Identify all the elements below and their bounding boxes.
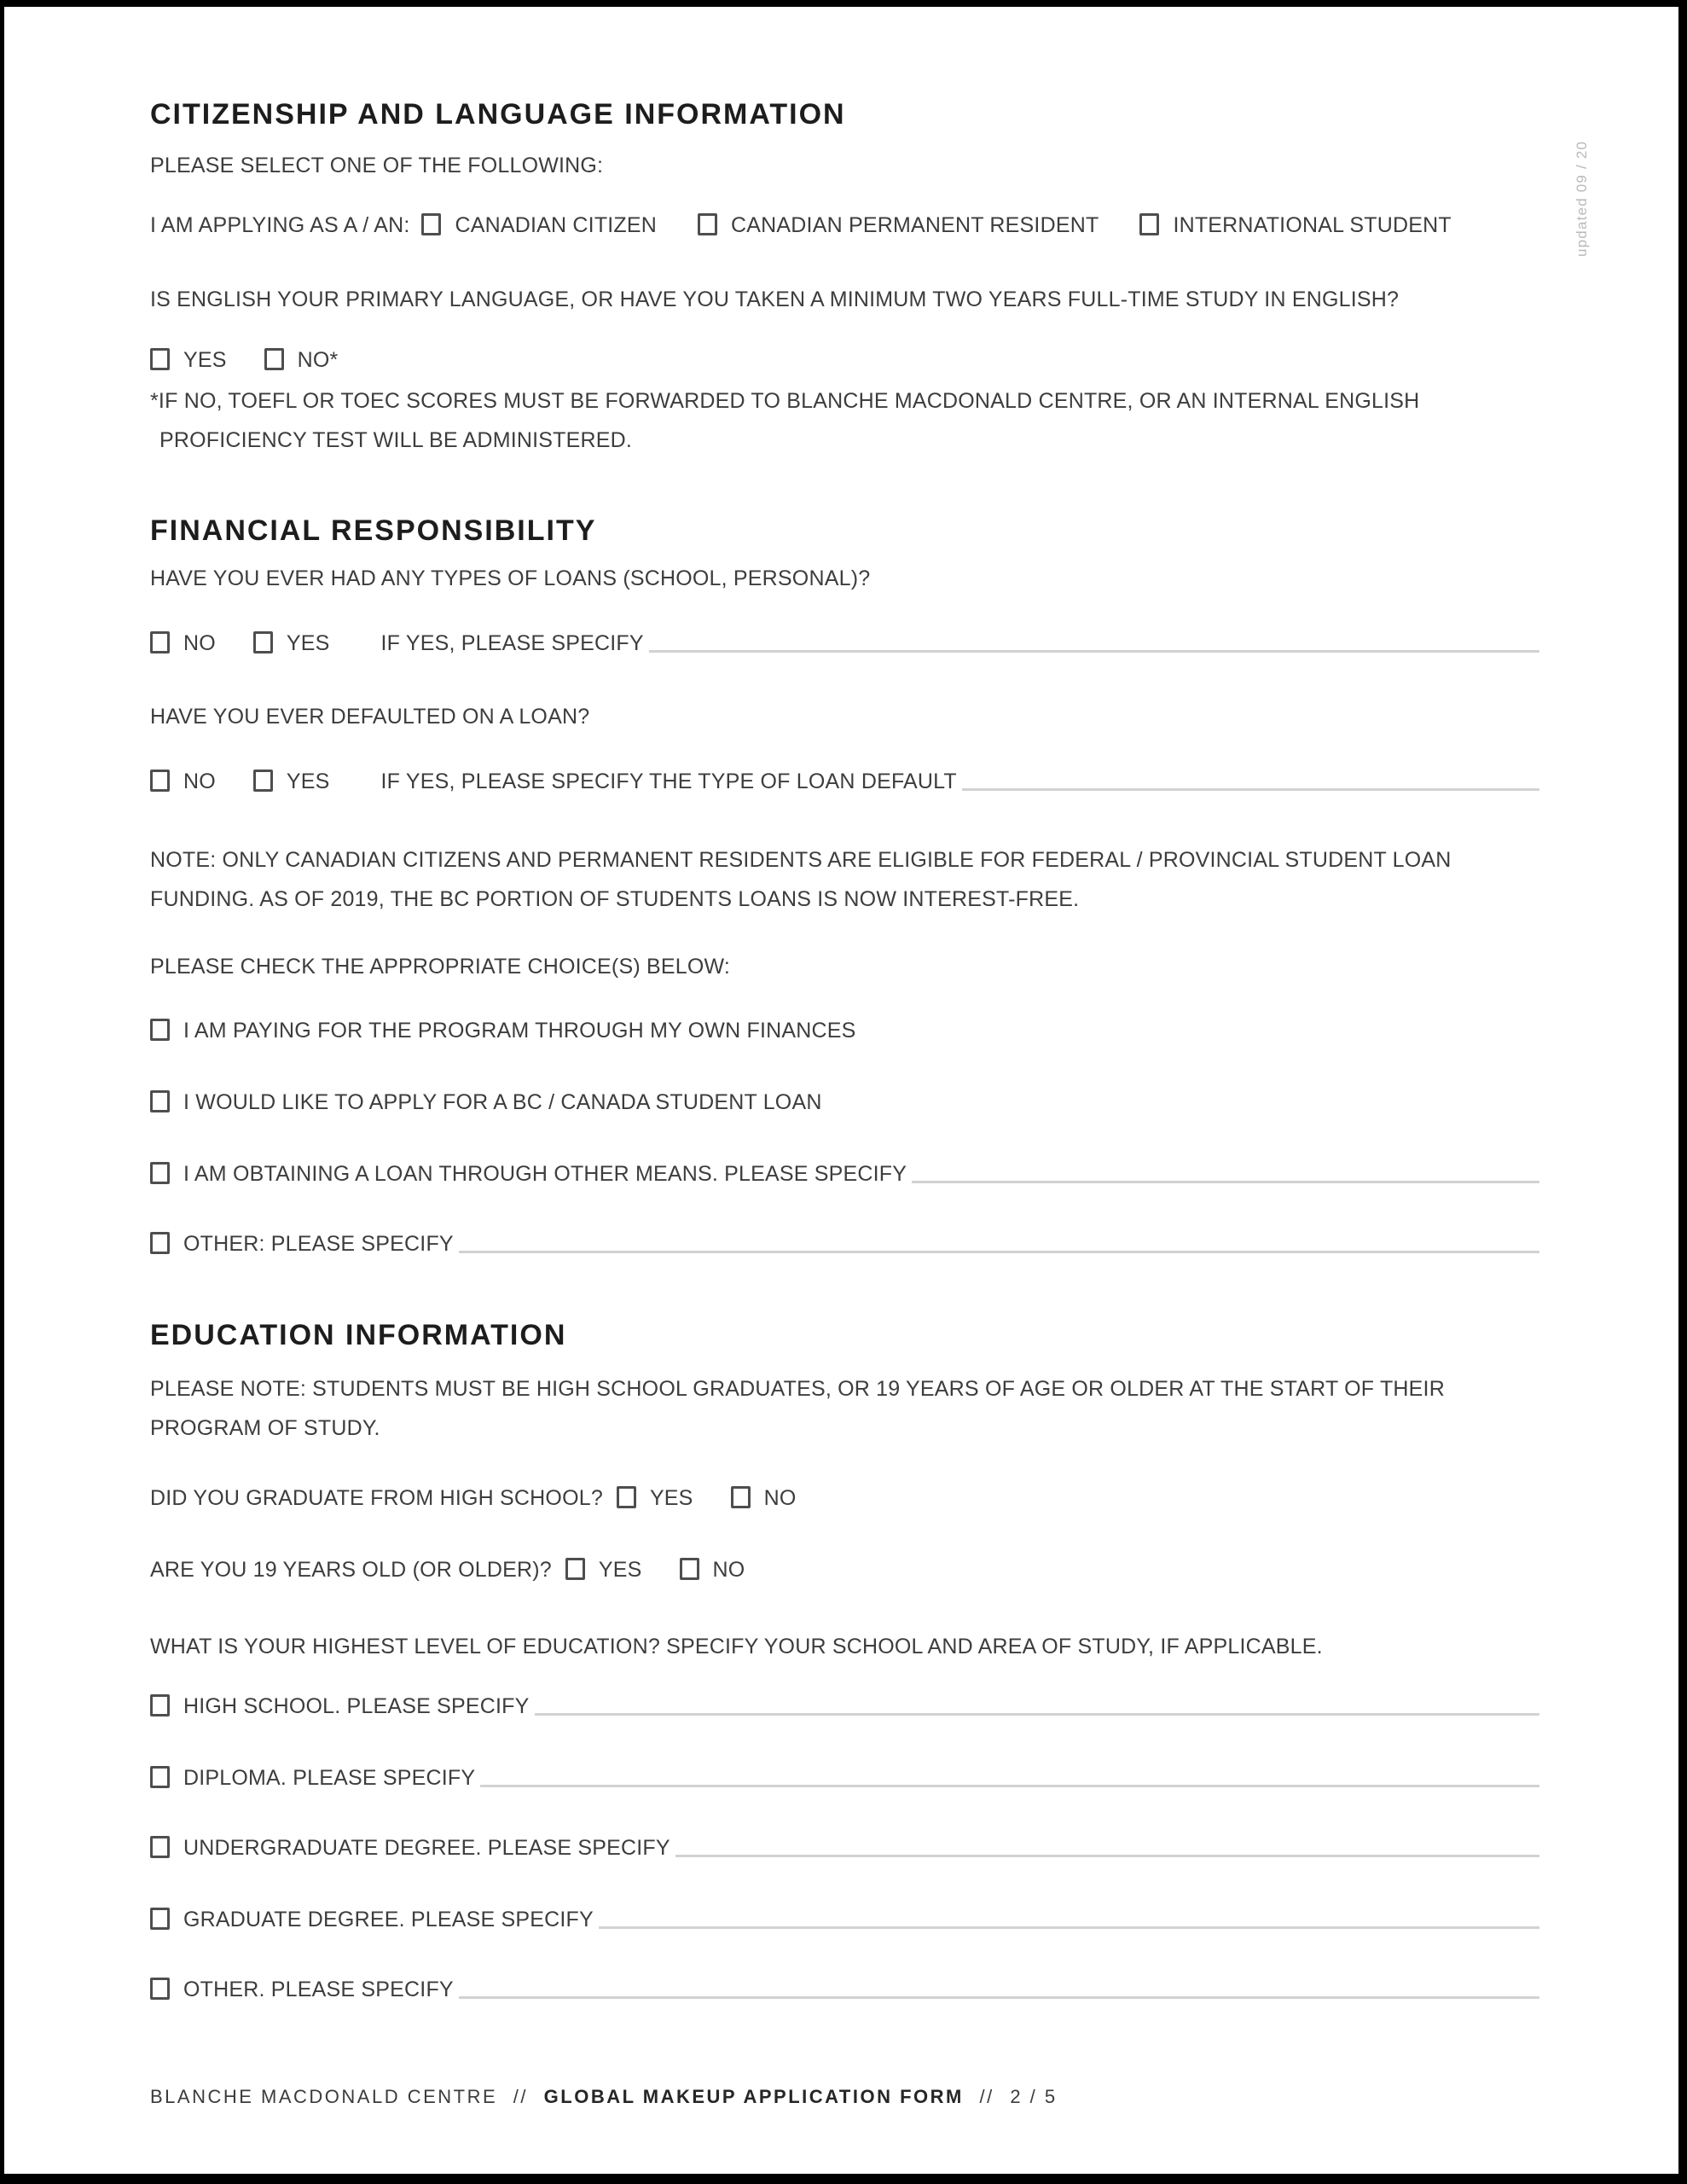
select-one-prompt (150, 152, 1539, 179)
highschool-yes-label: YES (649, 1486, 693, 1510)
checkbox-highschool-no[interactable] (731, 1486, 751, 1508)
loans-no-label: NO (183, 631, 216, 655)
checkbox-highschool-yes[interactable] (617, 1486, 636, 1508)
checkbox-canadian-permanent-resident[interactable] (698, 213, 717, 235)
choice-other-loan-row (150, 1160, 1539, 1188)
choice-other-row (150, 1230, 1539, 1258)
checkbox-age-no[interactable] (680, 1558, 699, 1580)
other-funding-specify-line[interactable] (459, 1251, 1539, 1253)
level-undergraduate-label: UNDERGRADUATE DEGREE. PLEASE SPECIFY (183, 1836, 670, 1860)
checkbox-loans-yes[interactable] (253, 631, 273, 653)
level-other-row (150, 1976, 1539, 2003)
level-graduate-specify-line[interactable] (599, 1926, 1539, 1929)
education-note-line2 (150, 1414, 1539, 1442)
footer-org: BLANCHE MACDONALD CENTRE (150, 2086, 498, 2107)
level-diploma-row (150, 1764, 1539, 1792)
loans-specify-line[interactable] (649, 650, 1539, 653)
checkbox-level-diploma[interactable] (150, 1766, 170, 1788)
checkbox-english-no[interactable] (264, 348, 284, 370)
checkbox-other-funding[interactable] (150, 1232, 170, 1254)
loans-answer-row (150, 630, 1539, 657)
level-undergraduate-specify-line[interactable] (675, 1855, 1539, 1857)
age-no-label: NO (712, 1558, 745, 1582)
checkbox-other-loan[interactable] (150, 1162, 170, 1184)
section-title-financial: FINANCIAL RESPONSIBILITY (150, 514, 597, 547)
choice-own-finances-label: I AM PAYING FOR THE PROGRAM THROUGH MY OWN FINANCES (183, 1019, 856, 1043)
level-other-specify-line[interactable] (459, 1996, 1539, 1999)
english-footnote-line1 (150, 387, 1539, 415)
default-yes-label: YES (286, 770, 330, 793)
applying-as-row (150, 212, 1539, 239)
choice-other-loan-label: I AM OBTAINING A LOAN THROUGH OTHER MEANS. PLEASE SPECIFY (183, 1162, 907, 1186)
english-yes-no-row (150, 346, 1539, 374)
highschool-question-row (150, 1484, 1539, 1512)
default-no-label: NO (183, 770, 216, 793)
highschool-question-text: DID YOU GRADUATE FROM HIGH SCHOOL? (150, 1486, 603, 1510)
checkbox-own-finances[interactable] (150, 1019, 170, 1041)
checkbox-level-graduate[interactable] (150, 1908, 170, 1930)
education-note-line1 (150, 1375, 1539, 1403)
loans-question-row (150, 565, 1539, 592)
checkbox-default-yes[interactable] (253, 770, 273, 792)
default-specify-label: IF YES, PLEASE SPECIFY THE TYPE OF LOAN DEFAULT (380, 770, 957, 793)
checkbox-age-yes[interactable] (565, 1558, 585, 1580)
checkbox-level-other[interactable] (150, 1978, 170, 2000)
check-prompt-text: PLEASE CHECK THE APPROPRIATE CHOICE(S) BELOW: (150, 955, 730, 979)
choice-own-finances-row (150, 1017, 1539, 1044)
education-note-text2: PROGRAM OF STUDY. (150, 1416, 380, 1440)
highschool-no-label: NO (763, 1486, 797, 1510)
updated-note: updated 09 / 20 (1574, 140, 1590, 257)
footer-separator-1: // (513, 2086, 529, 2107)
choice-student-loan-label: I WOULD LIKE TO APPLY FOR A BC / CANADA STUDENT LOAN (183, 1090, 822, 1114)
english-footnote-line2 (159, 427, 1549, 454)
choice-student-loan-row (150, 1089, 1539, 1116)
checkbox-international-student[interactable] (1139, 213, 1159, 235)
checkbox-loans-no[interactable] (150, 631, 170, 653)
level-question-text: WHAT IS YOUR HIGHEST LEVEL OF EDUCATION? SPECIFY YOUR SCHOOL AND AREA OF STUDY, IF APPLICABLE. (150, 1635, 1323, 1658)
level-highschool-specify-line[interactable] (535, 1713, 1539, 1716)
other-loan-specify-line[interactable] (912, 1181, 1539, 1183)
english-footnote-text2: PROFICIENCY TEST WILL BE ADMINISTERED. (159, 428, 633, 452)
form-page (4, 7, 1678, 2174)
page-footer (150, 2085, 1066, 2109)
loans-yes-label: YES (286, 631, 330, 655)
funding-note-line2 (150, 886, 1539, 913)
checkbox-level-undergraduate[interactable] (150, 1836, 170, 1858)
default-question-row (150, 703, 1539, 730)
default-specify-line[interactable] (962, 788, 1539, 791)
option-canadian-citizen-label: CANADIAN CITIZEN (455, 213, 658, 237)
checkbox-default-no[interactable] (150, 770, 170, 792)
age-yes-label: YES (598, 1558, 642, 1582)
section-title-citizenship: CITIZENSHIP AND LANGUAGE INFORMATION (150, 98, 846, 131)
age-question-row (150, 1556, 1539, 1583)
level-diploma-label: DIPLOMA. PLEASE SPECIFY (183, 1766, 476, 1790)
loans-specify-label: IF YES, PLEASE SPECIFY (380, 631, 644, 655)
english-yes-label: YES (183, 348, 227, 372)
level-highschool-row (150, 1693, 1539, 1720)
level-diploma-specify-line[interactable] (480, 1785, 1539, 1787)
checkbox-level-highschool[interactable] (150, 1694, 170, 1716)
option-canadian-permanent-resident-label: CANADIAN PERMANENT RESIDENT (731, 213, 1099, 237)
english-question-row (150, 286, 1539, 313)
select-one-text: PLEASE SELECT ONE OF THE FOLLOWING: (150, 154, 604, 177)
funding-note-line1 (150, 846, 1539, 874)
english-footnote-text1: *IF NO, TOEFL OR TOEC SCORES MUST BE FORWARDED TO BLANCHE MACDONALD CENTRE, OR AN INTERNAL ENGLISH (150, 389, 1420, 413)
loans-question-text: HAVE YOU EVER HAD ANY TYPES OF LOANS (SCHOOL, PERSONAL)? (150, 566, 871, 590)
funding-note-text2: FUNDING. AS OF 2019, THE BC PORTION OF STUDENTS LOANS IS NOW INTEREST-FREE. (150, 887, 1080, 911)
level-graduate-row (150, 1906, 1539, 1933)
funding-note-text1: NOTE: ONLY CANADIAN CITIZENS AND PERMANENT RESIDENTS ARE ELIGIBLE FOR FEDERAL / PROVINCIAL STUDENT LOAN (150, 848, 1452, 872)
default-answer-row (150, 768, 1539, 795)
choice-other-label: OTHER: PLEASE SPECIFY (183, 1232, 454, 1256)
check-prompt-row (150, 953, 1539, 980)
english-question-text: IS ENGLISH YOUR PRIMARY LANGUAGE, OR HAVE YOU TAKEN A MINIMUM TWO YEARS FULL-TIME STUDY IN ENGLISH? (150, 288, 1400, 311)
level-other-label: OTHER. PLEASE SPECIFY (183, 1978, 454, 2001)
education-note-text1: PLEASE NOTE: STUDENTS MUST BE HIGH SCHOOL GRADUATES, OR 19 YEARS OF AGE OR OLDER AT THE START OF THEIR (150, 1377, 1445, 1401)
checkbox-canadian-citizen[interactable] (421, 213, 441, 235)
level-highschool-label: HIGH SCHOOL. PLEASE SPECIFY (183, 1694, 530, 1718)
default-question-text: HAVE YOU EVER DEFAULTED ON A LOAN? (150, 705, 590, 729)
level-graduate-label: GRADUATE DEGREE. PLEASE SPECIFY (183, 1908, 594, 1931)
footer-form-name: GLOBAL MAKEUP APPLICATION FORM (543, 2086, 964, 2107)
english-no-label: NO* (297, 348, 339, 372)
applying-label: I AM APPLYING AS A / AN: (150, 213, 410, 237)
footer-page-number: 2 / 5 (1010, 2086, 1058, 2107)
age-question-text: ARE YOU 19 YEARS OLD (OR OLDER)? (150, 1558, 552, 1582)
checkbox-student-loan[interactable] (150, 1090, 170, 1112)
checkbox-english-yes[interactable] (150, 348, 170, 370)
footer-separator-2: // (979, 2086, 994, 2107)
section-title-education: EDUCATION INFORMATION (150, 1319, 567, 1351)
level-undergraduate-row (150, 1834, 1539, 1862)
level-question-row (150, 1633, 1539, 1660)
option-international-student-label: INTERNATIONAL STUDENT (1173, 213, 1452, 237)
